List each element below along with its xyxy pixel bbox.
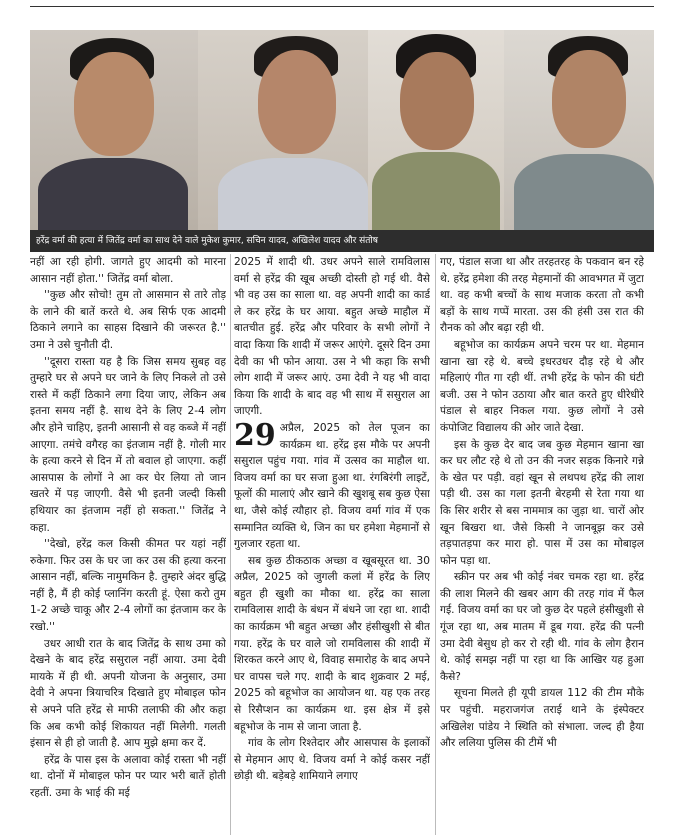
photo-sachin-yadav bbox=[198, 30, 368, 230]
paragraph-text: ''कुछ और सोचो! तुम तो आसमान से तारे तोड़ के लाने की बातें करते थे. अब सिर्फ एक आदमी ठिकाने लगाने का साहस दिखाने की जरूरत है.'' उमा ने उसे चुनौती दी. bbox=[30, 289, 226, 351]
article-paragraph bbox=[234, 553, 430, 736]
paragraph-text: गए, पंडाल सजा था और तरहतरह के पकवान बन रहे थे. हरेंद्र हमेशा की तरह मेहमानों की आवभगत में जुटा था. वह कभी बच्चों के साथ मजाक करता तो कभी बड़ों के साथ गप्पें मारता. उस की हंसी उस रात की रौनक को और बढ़ा रही थी. bbox=[440, 256, 644, 335]
article-paragraph bbox=[440, 685, 644, 751]
article-paragraph bbox=[440, 337, 644, 437]
column-divider bbox=[230, 254, 231, 835]
drop-cap: 29 bbox=[234, 417, 276, 453]
paragraph-text: हरेंद्र के पास इस के अलावा कोई रास्ता भी नहीं था. दोनों में मोबाइल फोन पर प्यार भरी बातें होती रहतीं. उमा के भाई की मई bbox=[30, 753, 226, 799]
article-paragraph bbox=[30, 254, 226, 287]
paragraph-text: 2025 में शादी थी. उधर अपने साले रामविलास वर्मा से हरेंद्र की खूब अच्छी दोस्ती हो गई थी. वैसे भी वह उस का साला था. वह अपनी शादी का कार्ड ले कर हरेंद्र के घर आया. बहुत अच्छे माहौल में बातचीत हुई. हरेंद्र और परिवार के सभी लोगों ने वादा किया कि शादी में जरूर आएंगे. दूसरे दिन उमा देवी का भी फोन आया. उस ने भी कहा कि सभी लोग शादी में जरूर आएं. उमा देवी ने यह भी वादा किया कि शादी के बाद वह भी साथ में ससुराल आ जाएगी. bbox=[234, 256, 430, 418]
paragraph-text: ''दूसरा रास्ता यह है कि जिस समय सुबह वह तुम्हारे घर से अपने घर जाने के लिए निकले तो उसे रास्ते में कहीं ठिकाने लगा दिया जाए, लेकिन अब इतना समय नहीं है. साथ देने के लिए 2-4 लोग और होने चाहिए, इतनी आसानी से वह कब्जे में नहीं आएगा. तमंचे वगैरह का इंतजाम नहीं है. गोली मार के हत्या करने से दिन में तो बवाल हो जाएगा. कहीं आसपास के लोगों ने आ कर घेर लिया तो जान खतरे में पड़ जाएगी. वैसे भी इतनी जल्दी किसी हथियार का इंतजाम नहीं हो सकता.'' जितेंद्र ने कहा. bbox=[30, 355, 226, 534]
article-paragraph bbox=[30, 536, 226, 636]
article-column-1 bbox=[30, 254, 226, 835]
paragraph-text: सूचना मिलते ही यूपी डायल 112 की टीम मौके पर पहुंची. महराजगंज तराई थाने के इंस्पेक्टर अखिलेश पांडेय ने स्थिति को संभाला. जल्द ही हैया और ललिया पुलिस की टीमें भी bbox=[440, 687, 644, 750]
article-paragraph bbox=[234, 735, 430, 785]
paragraph-text: ''देखो, हरेंद्र कल किसी कीमत पर यहां नहीं रुकेगा. फिर उस के घर जा कर उस की हत्या करना आसान नहीं, बल्कि नामुमकिन है. तुम्हारे अंदर बुद्धि नहीं है, मैं ही कोई प्लानिंग करती हूं. ऐसा करो तुम 1-2 अच्छे चाकू और 2-4 लोगों का इंतजाम कर के रखो.'' bbox=[30, 538, 226, 634]
article-paragraph bbox=[440, 569, 644, 685]
photo-akhilesh-yadav bbox=[368, 30, 504, 230]
article-column-3 bbox=[440, 254, 644, 835]
paragraph-text: नहीं आ रही होगी. जागते हुए आदमी को मारना आसान नहीं होता.'' जितेंद्र वर्मा बोला. bbox=[30, 256, 226, 285]
article-paragraph bbox=[440, 437, 644, 570]
paragraph-text: उधर आधी रात के बाद जितेंद्र के साथ उमा को देखने के बाद हरेंद्र ससुराल नहीं आया. उमा देवी मायके में ही थी. अपनी योजना के अनुसार, उमा देवी ने अपना त्रियाचरित्र दिखाते हुए मोबाइल फोन से अपने पति हरेंद्र से माफी तलाफी की और कहा कि अब कभी कोई शिकायत नहीं मिलेगी. गलती इंसान से ही हो जाती है. आप मुझे क्षमा कर दें. bbox=[30, 637, 226, 750]
article-paragraph bbox=[234, 417, 430, 553]
paragraph-text: स्क्रीन पर अब भी कोई नंबर चमक रहा था. हरेंद्र की लाश मिलने की खबर आग की तरह गांव में फैल गई. विजय वर्मा का घर जो कुछ देर पहले हंसीखुशी से गूंज रहा था, अब मातम में डूब गया. हरेंद्र की पत्नी उमा देवी बेसुध हो कर रो रही थी. गांव के लोग हैरान थे. कोई समझ नहीं पा रहा था कि आखिर यह हुआ कैसे? bbox=[440, 571, 644, 683]
article-paragraph bbox=[30, 287, 226, 353]
paragraph-text: अप्रैल, 2025 को तेल पूजन का कार्यक्रम था. हरेंद्र इस मौके पर अपनी ससुराल पहुंच गया. गांव में उत्सव का माहौल था. विजय वर्मा का घर सजा हुआ था. रंगबिरंगी लाइटें, फूलों की मालाएं और खाने की खुशबू सब कुछ ऐसा था, जैसे कोई त्यौहार हो. विजय वर्मा गांव में एक सम्मानित व्यक्ति थे, जिन का घर हमेशा मेहमानों से गुलजार रहता था. bbox=[234, 421, 430, 551]
photo-santosh bbox=[504, 30, 654, 230]
article-column-2 bbox=[234, 254, 430, 835]
article-paragraph bbox=[234, 254, 430, 420]
photo-mukesh-kumar bbox=[30, 30, 198, 230]
paragraph-text: इस के कुछ देर बाद जब कुछ मेहमान खाना खा कर घर लौट रहे थे तो उन की नजर सड़क किनारे गन्ने के खेत पर पड़ी. वहां खून से लथपथ हरेंद्र की लाश पड़ी थी. उस का गला इतनी बेरहमी से रेता गया था कि सिर शरीर से बस नाममात्र का जुड़ा था. चारों ओर खून बिखरा था. जैसे किसी ने जानबूझ कर उसे तड़पातड़पा कर मारा हो. पास में उस का मोबाइल फोन पड़ा था. bbox=[440, 438, 644, 567]
article-paragraph bbox=[30, 752, 226, 802]
accused-photo-strip bbox=[30, 30, 654, 230]
paragraph-text: बहूभोज का कार्यक्रम अपने चरम पर था. मेहमान खाना खा रहे थे. बच्चे इधरउधर दौड़ रहे थे और महिलाएं गीत गा रही थीं. तभी हरेंद्र के फोन की घंटी बजी. उस ने फोन उठाया और बात करते हुए धीरेधीरे पंडाल से बाहर निकल गया. कुछ लोगों ने उसे कंपोजिट विद्यालय की ओर जाते देखा. bbox=[440, 338, 644, 434]
top-rule bbox=[30, 6, 654, 7]
article-paragraph bbox=[30, 354, 226, 537]
paragraph-text: सब कुछ ठीकठाक अच्छा व खूबसूरत था. 30 अप्रैल, 2025 को जुगली कलां में हरेंद्र के लिए बहुत ही खुशी का मौका था. हरेंद्र का साला रामविलास शादी के बंधन में बंधने जा रहा था. शादी का कार्यक्रम भी बहुत अच्छा और हंसीखुशी से बीत गया. हरेंद्र के घर वाले जो रामविलास की शादी में शिरकत करने आए थे, विवाह समारोह के बाद अपने घर वापस चले गए. शादी के बाद शुक्रवार 2 मई, 2025 को बहूभोज का आयोजन था. यह एक तरह से रिसैप्शन का कार्यक्रम था. इस क्षेत्र में इसे बहूभोज के नाम से जाना जाता है. bbox=[234, 554, 430, 733]
column-divider bbox=[435, 254, 436, 835]
paragraph-text: गांव के लोग रिश्तेदार और आसपास के इलाकों से मेहमान आए थे. विजय वर्मा ने कोई कसर नहीं छोड़ी थी. बड़ेबड़े शामियाने लगाए bbox=[234, 737, 430, 783]
article-paragraph bbox=[30, 636, 226, 752]
article-paragraph bbox=[440, 254, 644, 337]
photo-caption: हरेंद्र वर्मा की हत्या में जितेंद्र वर्मा का साथ देने वाले मुकेश कुमार, सचिन यादव, अखिलेश यादव और संतोष bbox=[30, 230, 654, 252]
